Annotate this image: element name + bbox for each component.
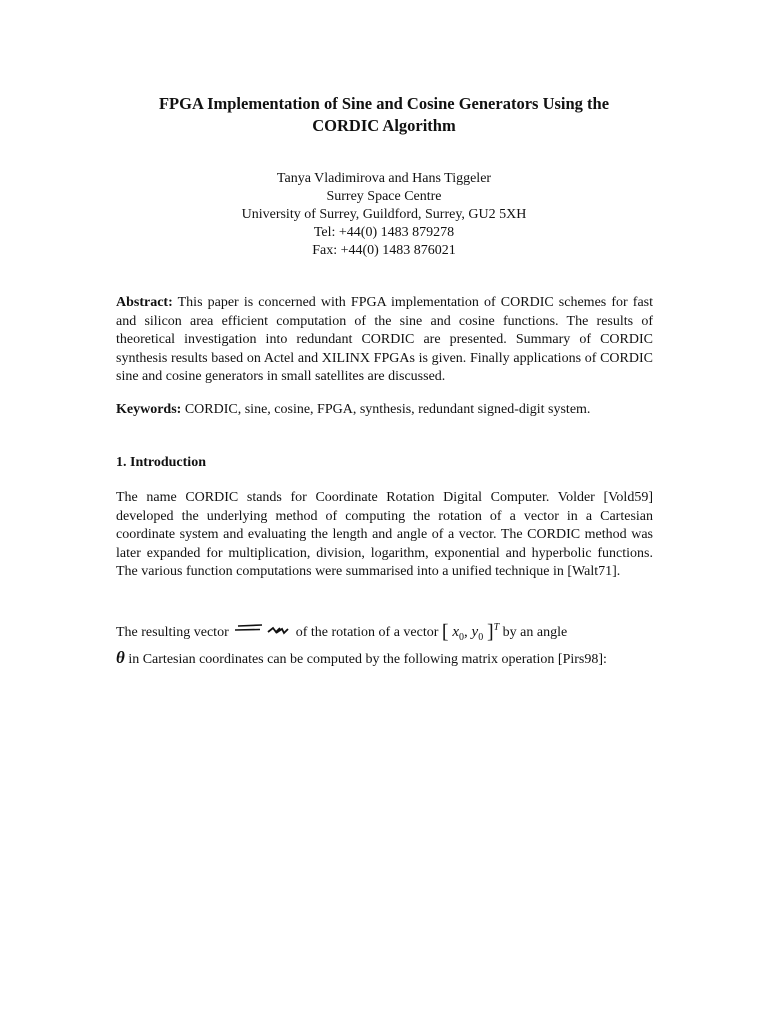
bracket-close-icon: ] [486,621,494,643]
address: University of Surrey, Guildford, Surrey, GU2 5XH [241,207,527,222]
abstract [116,294,653,387]
para2-text-d: in Cartesian coordinates can be computed by the following matrix operation [Pirs98]: [124,652,607,667]
vec-y-sub: 0 [478,632,484,643]
abstract-label: Abstract: [116,295,173,310]
author-block [100,170,668,260]
keywords-text: CORDIC, sine, cosine, FPGA, synthesis, redundant signed-digit system. [181,402,591,417]
affiliation: Surrey Space Centre [326,189,442,204]
abstract-text: This paper is concerned with FPGA implementation of CORDIC schemes for fast and silicon area efficient computation of the sine and cosine functions. The results of theoretical investigation into redundant CORDIC are presented. Summary of CORDIC synthesis results based on Actel and XILINX FPGAs is given. Finally applications of CORDIC sine and cosine generators in small satellites are discussed. [116,295,653,384]
section-heading-introduction: 1. Introduction [116,455,206,470]
input-vector [441,621,500,643]
vec-x: x [452,624,460,640]
paper-title [100,93,668,137]
title-line-2: CORDIC Algorithm [312,116,456,135]
fax: Fax: +44(0) 1483 876021 [312,243,456,258]
vec-y: y [471,624,479,640]
para2-text-c: by an angle [502,625,568,640]
theta-symbol: θ [116,648,125,667]
vector-equation-image [232,622,292,643]
vec-sep: , [464,624,472,640]
authors: Tanya Vladimirova and Hans Tiggeler [276,171,492,186]
vec-transpose: T [493,622,500,633]
telephone: Tel: +44(0) 1483 879278 [313,225,455,240]
intro-paragraph-2 [116,618,653,670]
para2-text-a: The resulting vector [116,625,233,640]
title-line-1: FPGA Implementation of Sine and Cosine Generators Using the [158,94,610,113]
bracket-open-icon: [ [441,621,449,643]
keywords-label: Keywords: [116,402,182,417]
para2-text-b: of the rotation of a vector [295,625,442,640]
intro-paragraph-1: The name CORDIC stands for Coordinate Rotation Digital Computer. Volder [Vold59] developed the underlying method of computing the rotation of a vector in a Cartesian coordinate system and evaluating the length and angle of a vector. The CORDIC method was later expanded for multiplication, division, logarithm, exponential and hyperbolic functions. The various function computations were summarised into a unified technique in [Walt71]. [116,490,653,579]
keywords [116,401,653,420]
garbled-vector-symbol [232,622,292,636]
vec-x-sub: 0 [459,632,465,643]
